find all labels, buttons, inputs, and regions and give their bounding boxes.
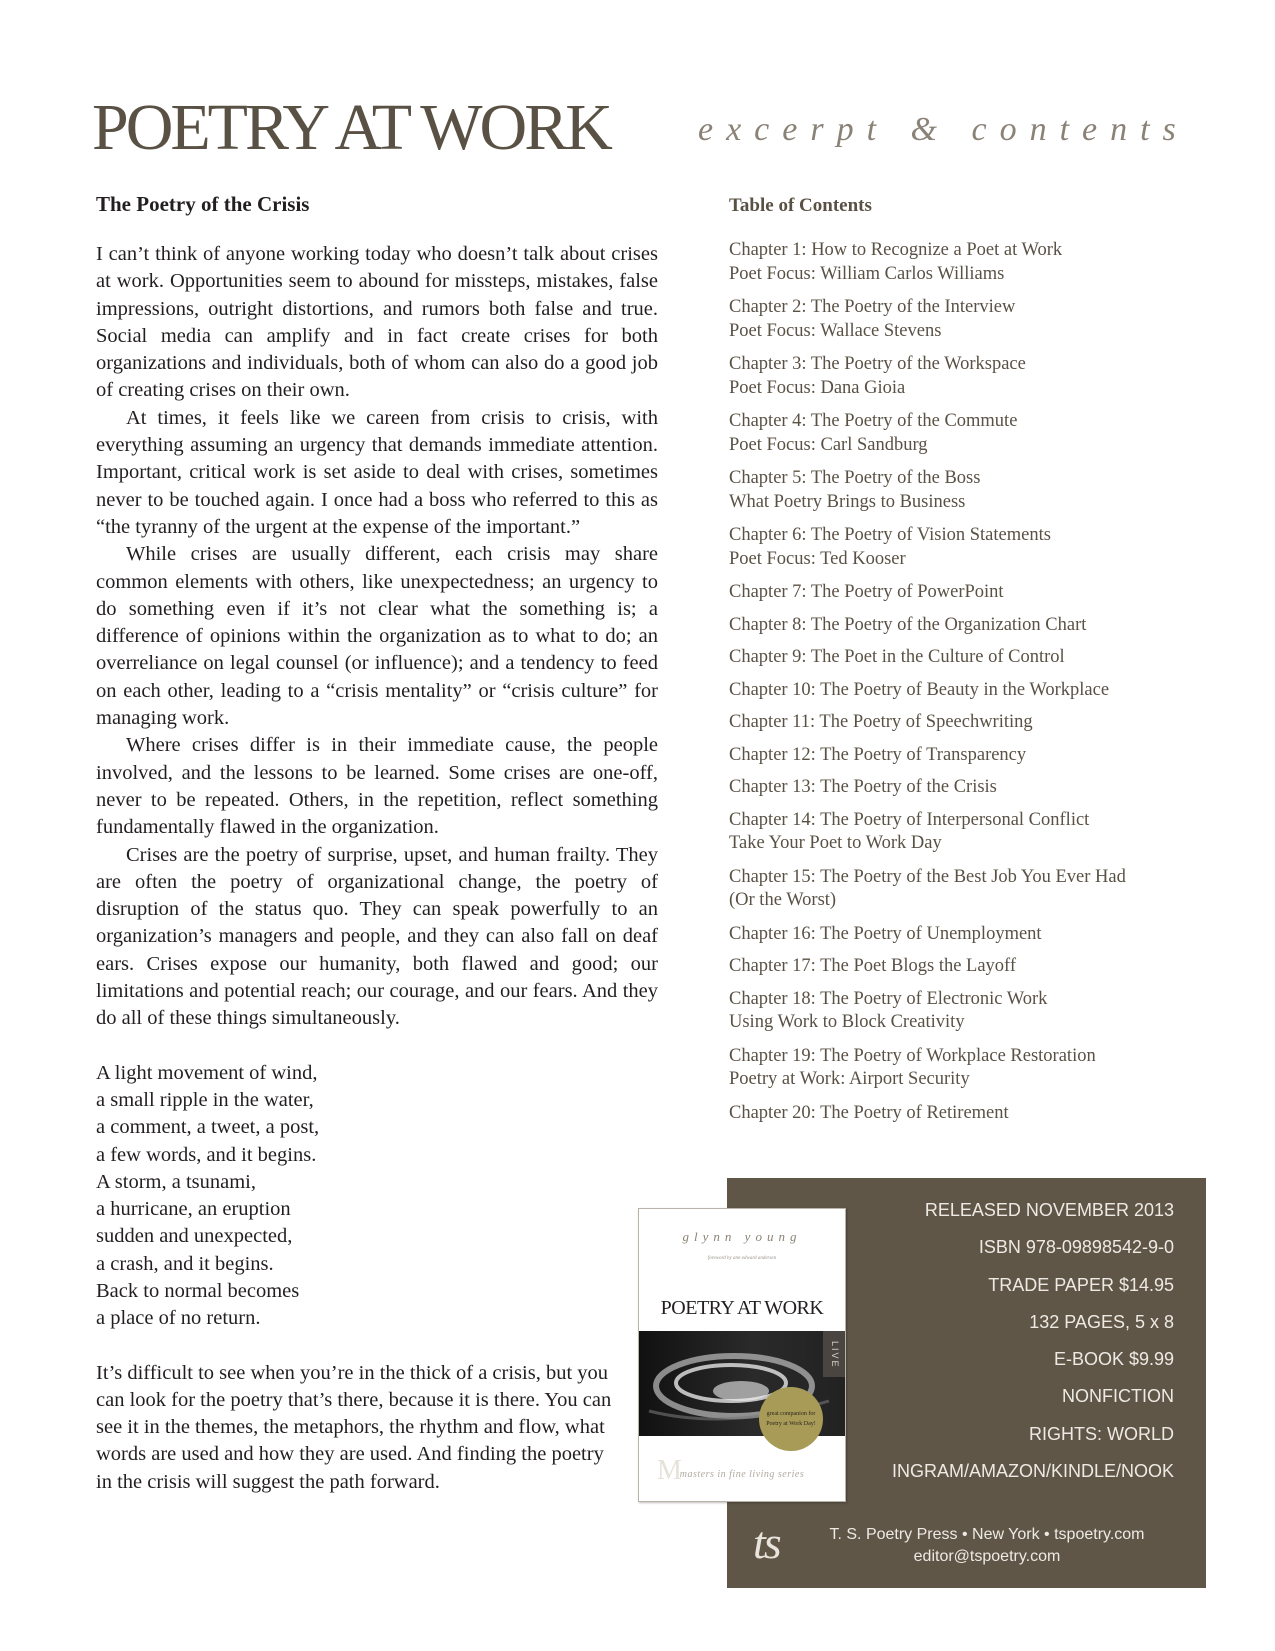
toc-subtitle: What Poetry Brings to Business — [729, 491, 966, 512]
toc-entry — [729, 744, 1209, 768]
toc-entry — [729, 679, 1209, 703]
publisher-line: T. S. Poetry Press • New York • tspoetry.com — [829, 1526, 1145, 1543]
poem-line: a place of no return. — [96, 1307, 261, 1330]
toc-chapter: Chapter 2: The Poetry of the Interview — [729, 297, 1016, 317]
toc-entry — [729, 410, 1209, 457]
book-details — [892, 1198, 1174, 1496]
toc-chapter: Chapter 14: The Poetry of Interpersonal Conflict — [729, 809, 1090, 830]
toc-subtitle: Poetry at Work: Airport Security — [729, 1069, 970, 1089]
toc-subtitle: Poet Focus: Dana Gioia — [729, 377, 906, 398]
poem-line: sudden and unexpected, — [96, 1225, 293, 1248]
toc-chapter: Chapter 18: The Poetry of Electronic Work — [729, 988, 1048, 1009]
poem-line: a crash, and it begins. — [96, 1252, 274, 1275]
toc-entry — [729, 809, 1209, 856]
toc-chapter: Chapter 7: The Poetry of PowerPoint — [729, 582, 1004, 602]
toc-chapter: Chapter 1: How to Recognize a Poet at Work — [729, 240, 1063, 260]
book-cover — [638, 1208, 846, 1502]
poem-line: a hurricane, an eruption — [96, 1198, 291, 1221]
toc-entry — [729, 239, 1209, 286]
toc-chapter: Chapter 17: The Poet Blogs the Layoff — [729, 956, 1017, 976]
toc-chapter: Chapter 6: The Poetry of Vision Statements — [729, 525, 1051, 545]
toc-chapter: Chapter 8: The Poetry of the Organization Chart — [729, 614, 1087, 635]
poem-line: A storm, a tsunami, — [96, 1170, 257, 1193]
toc-chapter: Chapter 5: The Poetry of the Boss — [729, 468, 981, 488]
toc-chapter: Chapter 10: The Poetry of Beauty in the Workplace — [729, 679, 1110, 700]
excerpt-paragraph: Crises are the poetry of surprise, upset, and human frailty. They are often the poetry of organizational change, the poetry of disruption of the status quo. They can speak powerfully to an organization’s managers and people, and they can also fall on deaf ears. Crises expose our humanity, both flawed and good; our limitations and potential reach; our courage, and our fears. And they do all of these things simultaneously. — [96, 843, 658, 1030]
toc-subtitle: Using Work to Block Creativity — [729, 1012, 965, 1032]
toc-entry — [729, 614, 1209, 638]
toc-chapter: Chapter 3: The Poetry of the Workspace — [729, 354, 1026, 374]
cover-author: glynn young — [682, 1229, 802, 1244]
toc-chapter: Chapter 12: The Poetry of Transparency — [729, 744, 1027, 765]
excerpt-paragraph: I can’t think of anyone working today who doesn’t talk about crises at work. Opportunities seem to abound for missteps, mistakes, false impressions, outright distortions, and rumors both false and true. Social media can amplify and in fact create crises for both organizations and individuals, both of whom can also do a good job of creating crises on their own. — [96, 243, 658, 402]
poem-line: a small ripple in the water, — [96, 1088, 314, 1111]
page-subtitle: excerpt & contents — [698, 111, 1189, 148]
page-header — [92, 88, 1202, 168]
series-mark: M — [657, 1455, 682, 1486]
toc-subtitle: Poet Focus: William Carlos Williams — [729, 263, 1005, 284]
toc-subtitle: Poet Focus: Ted Kooser — [729, 548, 906, 569]
toc-entry — [729, 646, 1209, 670]
toc-chapter: Chapter 13: The Poetry of the Crisis — [729, 777, 997, 797]
toc-entry — [729, 988, 1209, 1035]
toc-entry — [729, 1045, 1209, 1092]
publisher-email: editor@tspoetry.com — [913, 1548, 1061, 1565]
excerpt-heading: The Poetry of the Crisis — [96, 192, 310, 216]
excerpt-paragraph: Where crises differ is in their immediate cause, the people involved, and the lessons to be learned. Some crises are one-off, never to be repeated. Others, in the repetition, reflect something fundamentally flawed in the organization. — [96, 734, 658, 839]
toc-chapter: Chapter 11: The Poetry of Speechwriting — [729, 712, 1033, 732]
excerpt-paragraph: While crises are usually different, each crisis may share common elements with others, like unexpectedness; an urgency to do something even if it’s not clear what the something is; a difference of opinions within the organization as to what to do; an overreliance on legal counsel (or influence); and a tendency to feed on each other, leading to a “crisis mentality” or “crisis culture” for managing work. — [96, 543, 658, 730]
toc-entry — [729, 1102, 1209, 1126]
poem-line: A light movement of wind, — [96, 1061, 318, 1084]
poem-line: a few words, and it begins. — [96, 1143, 317, 1166]
detail-line: RIGHTS: WORLD — [1028, 1423, 1174, 1444]
cover-foreword: foreword by ann edward andersen — [707, 1256, 777, 1261]
toc-entry — [729, 296, 1209, 343]
detail-line: RELEASED NOVEMBER 2013 — [924, 1200, 1174, 1220]
toc-subtitle: Take Your Poet to Work Day — [729, 833, 942, 853]
toc-subtitle: (Or the Worst) — [729, 890, 837, 910]
toc-entry — [729, 711, 1209, 735]
publisher-info — [817, 1524, 1157, 1568]
toc-chapter: Chapter 19: The Poetry of Workplace Restoration — [729, 1045, 1096, 1066]
toc-entry — [729, 955, 1209, 979]
toc-entry — [729, 581, 1209, 605]
page-title: POETRY AT WORK — [92, 91, 610, 164]
toc-chapter: Chapter 4: The Poetry of the Commute — [729, 411, 1018, 431]
toc-entry — [729, 923, 1209, 947]
detail-line: ISBN 978-09898542-9-0 — [978, 1237, 1174, 1258]
toc-entry — [729, 467, 1209, 514]
toc-chapter: Chapter 16: The Poetry of Unemployment — [729, 923, 1042, 944]
closing-paragraph: It’s difficult to see when you’re in the thick of a crisis, but you can look for the poetry that’s there, because it is there. You can see it in the themes, the metaphors, the rhythm and flow, what words are used and how they are used. And finding the poetry in the crisis will suggest the path forward. — [96, 1361, 612, 1493]
cover-badge: great companion for Poetry at Work Day! — [759, 1387, 823, 1451]
poem-line: a comment, a tweet, a post, — [96, 1116, 320, 1139]
excerpt-paragraph: At times, it feels like we careen from crisis to crisis, with everything assuming an urgency that demands immediate attention. Important, critical work is set aside to deal with crises, sometimes never to be touched again. I once had a boss who referred to this as “the tyranny of the urgent at the expense of the important.” — [96, 406, 658, 538]
toc-subtitle: Poet Focus: Carl Sandburg — [729, 434, 928, 455]
excerpt-column — [96, 190, 658, 1496]
poem — [96, 1060, 658, 1333]
cover-series: masters in fine living series — [679, 1469, 805, 1480]
toc-heading: Table of Contents — [729, 195, 872, 216]
detail-line: 132 PAGES, 5 x 8 — [1029, 1311, 1174, 1332]
excerpt-body — [96, 241, 658, 1033]
detail-line: E-BOOK $9.99 — [1053, 1349, 1174, 1370]
cover-spine-label: LIVE — [823, 1331, 845, 1377]
cover-title: POETRY AT WORK — [660, 1297, 824, 1319]
detail-line: INGRAM/AMAZON/KINDLE/NOOK — [891, 1461, 1174, 1482]
toc-chapter: Chapter 20: The Poetry of Retirement — [729, 1102, 1009, 1123]
toc-entry — [729, 353, 1209, 400]
toc-entry — [729, 866, 1209, 913]
toc-entry — [729, 776, 1209, 800]
detail-line: TRADE PAPER $14.95 — [988, 1274, 1174, 1295]
detail-line: NONFICTION — [1062, 1386, 1174, 1407]
toc-subtitle: Poet Focus: Wallace Stevens — [729, 320, 942, 341]
toc-chapter: Chapter 9: The Poet in the Culture of Control — [729, 647, 1065, 667]
toc-list — [729, 239, 1209, 1125]
poem-line: Back to normal becomes — [96, 1279, 300, 1302]
toc-entry — [729, 524, 1209, 571]
table-of-contents — [729, 193, 1209, 1134]
publisher-logo: ts — [753, 1517, 780, 1568]
toc-chapter: Chapter 15: The Poetry of the Best Job You Ever Had — [729, 866, 1126, 887]
